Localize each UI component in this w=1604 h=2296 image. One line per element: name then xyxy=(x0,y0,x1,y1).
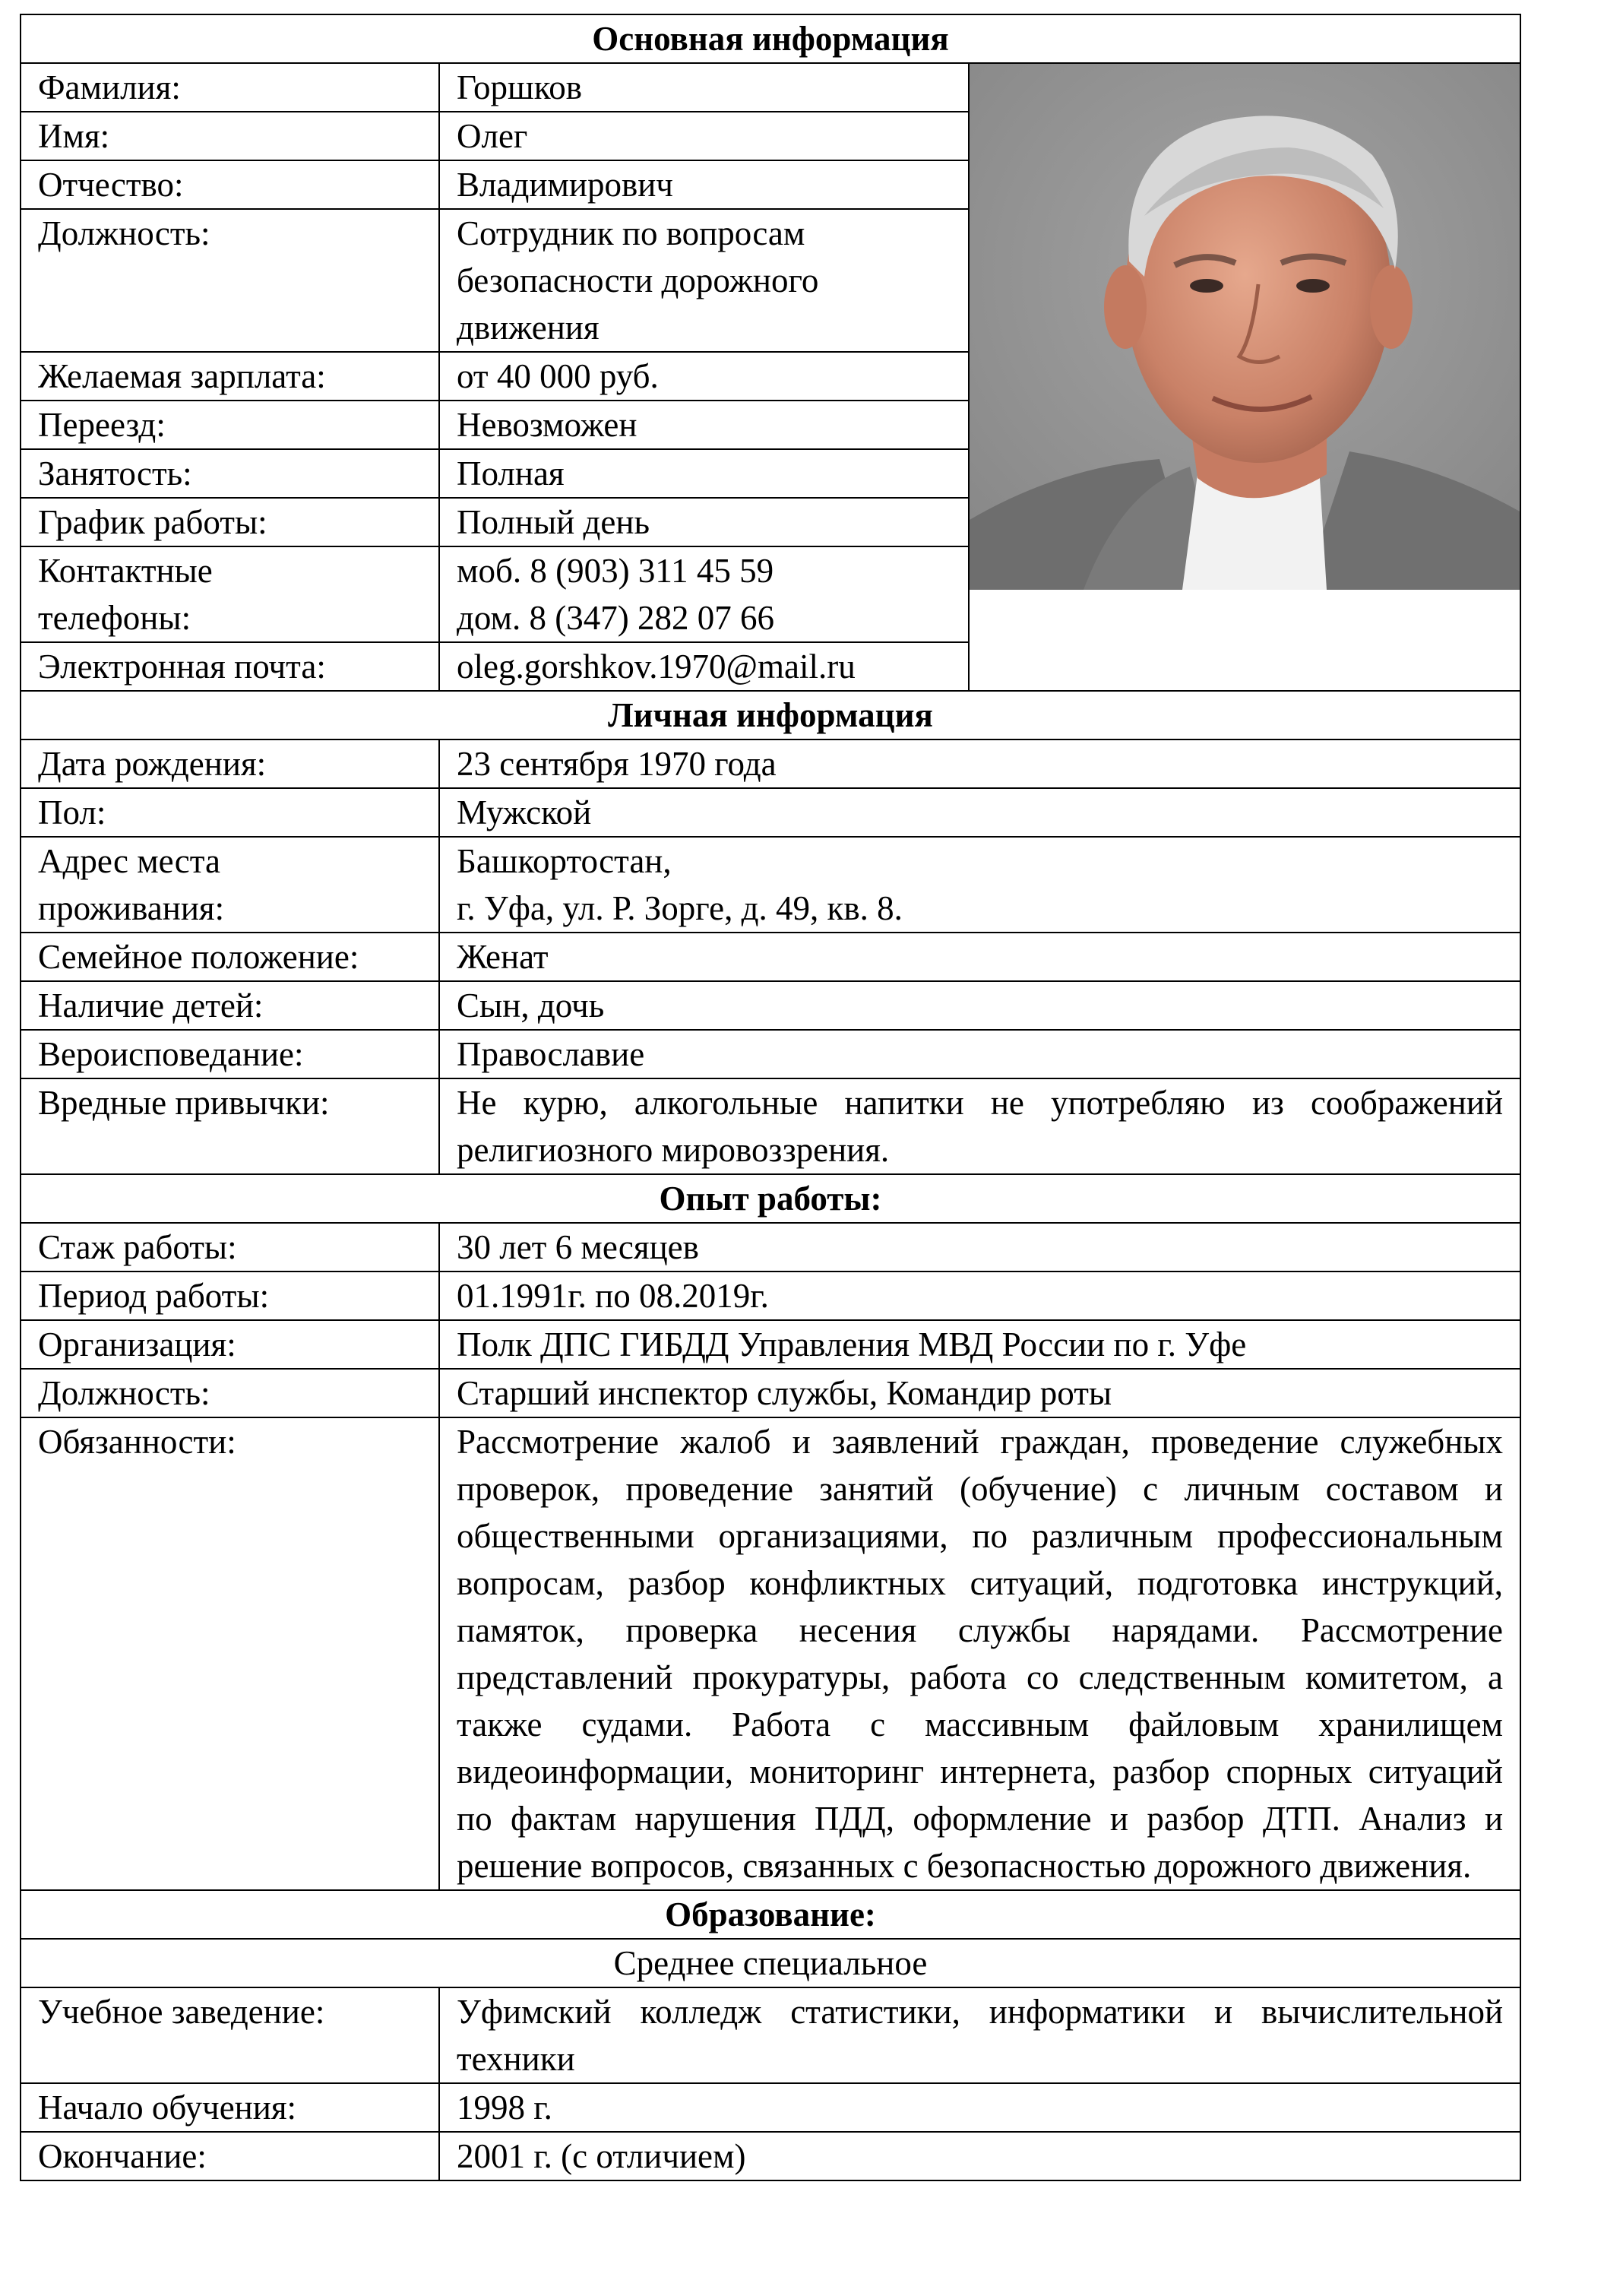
label-religion: Вероисповедание: xyxy=(21,1030,439,1078)
label-gender: Пол: xyxy=(21,788,439,837)
resume-table xyxy=(20,14,1521,2181)
phones-label-line: телефоны: xyxy=(38,599,191,637)
label-study-end: Окончание: xyxy=(21,2132,439,2180)
label-work-period: Период работы: xyxy=(21,1272,439,1320)
resume-sheet xyxy=(20,14,1520,2181)
value-gender: Мужской xyxy=(439,788,1520,837)
position-line: Сотрудник по вопросам xyxy=(457,214,805,252)
portrait-photo-icon xyxy=(970,64,1520,590)
label-study-start: Начало обучения: xyxy=(21,2083,439,2132)
section-header-personal: Личная информация xyxy=(21,691,1520,739)
value-relocation: Невозможен xyxy=(439,401,969,449)
value-address xyxy=(439,837,1520,933)
value-school: Уфимский колледж статистики, информатики и вычислительной техники xyxy=(439,1987,1520,2083)
label-children: Наличие детей: xyxy=(21,981,439,1030)
value-religion: Православие xyxy=(439,1030,1520,1078)
label-marital-status: Семейное положение: xyxy=(21,933,439,981)
value-patronymic: Владимирович xyxy=(439,160,969,209)
section-header-experience: Опыт работы: xyxy=(21,1174,1520,1223)
address-line: г. Уфа, ул. Р. Зорге, д. 49, кв. 8. xyxy=(457,889,903,927)
label-school: Учебное заведение: xyxy=(21,1987,439,2083)
value-email: oleg.gorshkov.1970@mail.ru xyxy=(439,642,969,691)
value-surname: Горшков xyxy=(439,63,969,112)
label-salary: Желаемая зарплата: xyxy=(21,352,439,401)
label-patronymic: Отчество: xyxy=(21,160,439,209)
education-level: Среднее специальное xyxy=(21,1939,1520,1987)
label-desired-position: Должность: xyxy=(21,209,439,352)
value-organization: Полк ДПС ГИБДД Управления МВД России по г. Уфе xyxy=(439,1320,1520,1369)
label-name: Имя: xyxy=(21,112,439,160)
label-employment: Занятость: xyxy=(21,449,439,498)
value-name: Олег xyxy=(439,112,969,160)
value-children: Сын, дочь xyxy=(439,981,1520,1030)
value-duties: Рассмотрение жалоб и заявлений граждан, проведение служебных проверок, проведение занятий (обучение) с личным составом и общественными организациями, по различным профессиональным вопросам, разбор конфликтных ситуаций, подготовка инструкций, памяток, проверка несения службы нарядами. Рассмотрение представлений прокуратуры, работа со следственным комитетом, а также судами. Работа с массивным файловым хранилищем видеоинформации, мониторинг интернета, разбор спорных ситуаций по фактам нарушения ПДД, оформление и разбор ДТП. Анализ и решение вопросов, связанных с безопасностью дорожного движения. xyxy=(439,1417,1520,1890)
label-organization: Организация: xyxy=(21,1320,439,1369)
label-habits: Вредные привычки: xyxy=(21,1078,439,1174)
address-line: Башкортостан, xyxy=(457,842,672,880)
position-line: безопасности дорожного xyxy=(457,261,819,299)
label-birth-date: Дата рождения: xyxy=(21,739,439,788)
label-duties: Обязанности: xyxy=(21,1417,439,1890)
section-header-basic: Основная информация xyxy=(21,14,1520,63)
home-phone: дом. 8 (347) 282 07 66 xyxy=(457,599,774,637)
photo-cell xyxy=(969,63,1520,691)
value-marital-status: Женат xyxy=(439,933,1520,981)
value-job-position: Старший инспектор службы, Командир роты xyxy=(439,1369,1520,1417)
label-schedule: График работы: xyxy=(21,498,439,546)
value-phones xyxy=(439,546,969,642)
label-surname: Фамилия: xyxy=(21,63,439,112)
value-work-period: 01.1991г. по 08.2019г. xyxy=(439,1272,1520,1320)
value-study-start: 1998 г. xyxy=(439,2083,1520,2132)
phones-label-line: Контактные xyxy=(38,552,213,590)
value-salary: от 40 000 руб. xyxy=(439,352,969,401)
value-employment: Полная xyxy=(439,449,969,498)
label-job-position: Должность: xyxy=(21,1369,439,1417)
value-study-end: 2001 г. (с отличием) xyxy=(439,2132,1520,2180)
label-total-experience: Стаж работы: xyxy=(21,1223,439,1272)
address-label-line: Адрес места xyxy=(38,842,220,880)
value-total-experience: 30 лет 6 месяцев xyxy=(439,1223,1520,1272)
mobile-phone: моб. 8 (903) 311 45 59 xyxy=(457,552,774,590)
position-line: движения xyxy=(457,309,600,347)
label-phones xyxy=(21,546,439,642)
value-schedule: Полный день xyxy=(439,498,969,546)
value-desired-position xyxy=(439,209,969,352)
label-address xyxy=(21,837,439,933)
label-relocation: Переезд: xyxy=(21,401,439,449)
address-label-line: проживания: xyxy=(38,889,225,927)
value-birth-date: 23 сентября 1970 года xyxy=(439,739,1520,788)
section-header-education: Образование: xyxy=(21,1890,1520,1939)
label-email: Электронная почта: xyxy=(21,642,439,691)
value-habits: Не курю, алкогольные напитки не употребляю из соображений религиозного мировоззрения. xyxy=(439,1078,1520,1174)
